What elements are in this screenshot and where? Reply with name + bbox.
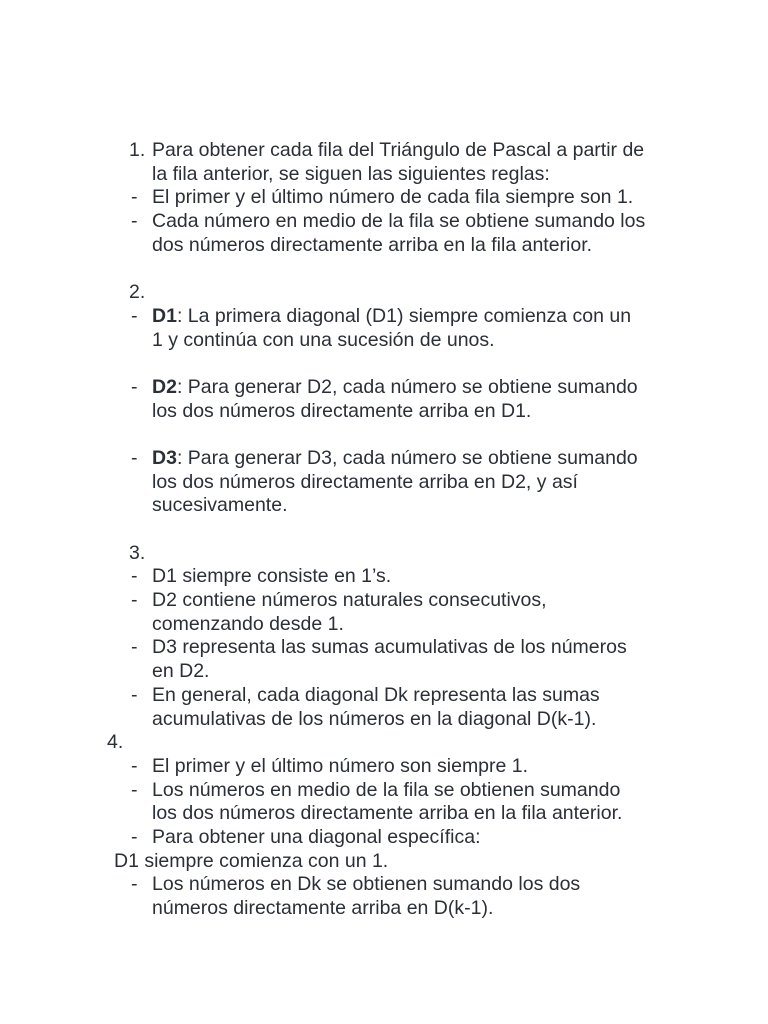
document-body xyxy=(0,139,768,921)
s2-line xyxy=(0,494,768,518)
bullet-dash: - xyxy=(131,186,138,209)
s3-line xyxy=(0,660,768,684)
s3-bullet-1: D1 siempre consiste en 1’s. xyxy=(152,565,392,588)
s4-bullet-4-2: números directamente arriba en D(k-1). xyxy=(152,897,494,919)
list-item xyxy=(0,826,768,850)
d3-text: : Para generar D3, cada número se obtiene sumando xyxy=(176,446,638,469)
s2-d2-line-2: los dos números directamente arriba en D1. xyxy=(152,399,532,422)
s3-bullet-4-1: En general, cada diagonal Dk representa las sumas xyxy=(152,683,600,706)
s2-number: 2. xyxy=(129,281,146,304)
list-item xyxy=(0,447,768,471)
bullet-dash: - xyxy=(131,375,138,398)
s3-line xyxy=(0,708,768,732)
spacer xyxy=(0,352,768,376)
s3-bullet-4-2: acumulativas de los números en la diagonal D(k-1). xyxy=(152,707,597,730)
s3-line xyxy=(0,613,768,637)
spacer xyxy=(0,518,768,542)
list-item xyxy=(0,186,768,210)
list-item xyxy=(0,376,768,400)
s4-line xyxy=(0,850,768,874)
s4-bullet-3: Para obtener una diagonal específica: xyxy=(152,825,481,848)
list-item xyxy=(0,755,768,779)
bullet-dash: - xyxy=(131,754,138,777)
s2-line xyxy=(0,471,768,495)
d1-text: : La primera diagonal (D1) siempre comienza con un xyxy=(176,304,632,327)
s1-intro-1: Para obtener cada fila del Triángulo de Pascal a partir de xyxy=(152,139,645,161)
s3-bullet-2-2: comenzando desde 1. xyxy=(152,612,344,635)
d2-text: : Para generar D2, cada número se obtiene sumando xyxy=(176,375,638,398)
s4-line xyxy=(0,731,768,755)
s2-line xyxy=(0,400,768,424)
s1-number: 1. xyxy=(129,139,146,161)
spacer xyxy=(0,423,768,447)
list-item xyxy=(0,210,768,234)
s2-d1-line-1 xyxy=(152,305,631,329)
s2-d1-line-2: 1 y continúa con una sucesión de unos. xyxy=(152,328,495,351)
s4-number: 4. xyxy=(107,731,124,754)
s1-bullet-1: El primer y el último número de cada fila siempre son 1. xyxy=(152,186,634,209)
bullet-dash: - xyxy=(131,589,138,612)
bullet-dash: - xyxy=(131,565,138,588)
s2-d3-line-2: los dos números directamente arriba en D2, y así xyxy=(152,470,578,493)
s4-bullet-1: El primer y el último número son siempre 1. xyxy=(152,754,529,777)
s1-line xyxy=(0,139,768,163)
bullet-dash: - xyxy=(131,778,138,801)
s1-line xyxy=(0,163,768,187)
s3-bullet-3-2: en D2. xyxy=(152,660,210,683)
spacer xyxy=(0,257,768,281)
s2-d3-line-3: sucesivamente. xyxy=(152,494,288,517)
s4-bullet-2-1: Los números en medio de la fila se obtienen sumando xyxy=(152,778,621,801)
s3-bullet-2-1: D2 contiene números naturales consecutivos, xyxy=(152,589,547,612)
s4-line xyxy=(0,802,768,826)
d3-label: D3 xyxy=(152,446,177,469)
bullet-dash: - xyxy=(131,636,138,659)
s4-bullet-4-1: Los números en Dk se obtienen sumando los dos xyxy=(152,873,581,896)
s4-line xyxy=(0,897,768,921)
list-item xyxy=(0,589,768,613)
d1-label: D1 xyxy=(152,304,177,327)
s1-bullet-2-1: Cada número en medio de la fila se obtiene sumando los xyxy=(152,210,646,233)
s3-line xyxy=(0,542,768,566)
s2-line xyxy=(0,281,768,305)
bullet-dash: - xyxy=(131,873,138,896)
s2-d3-line-1 xyxy=(152,447,638,471)
bullet-dash: - xyxy=(131,825,138,848)
s3-bullet-3-1: D3 representa las sumas acumulativas de los números xyxy=(152,636,627,659)
s3-number: 3. xyxy=(129,541,146,564)
s1-line xyxy=(0,234,768,258)
list-item xyxy=(0,684,768,708)
bullet-dash: - xyxy=(131,304,138,327)
s4-bullet-2-2: los dos números directamente arriba en la fila anterior. xyxy=(152,802,623,825)
list-item xyxy=(0,305,768,329)
s1-bullet-2-2: dos números directamente arriba en la fila anterior. xyxy=(152,233,593,256)
s4-plain-line: D1 siempre comienza con un 1. xyxy=(114,849,389,872)
s2-d2-line-1 xyxy=(152,376,638,400)
list-item xyxy=(0,636,768,660)
bullet-dash: - xyxy=(131,210,138,233)
bullet-dash: - xyxy=(131,446,138,469)
bullet-dash: - xyxy=(131,683,138,706)
s1-intro-2: la fila anterior, se siguen las siguientes reglas: xyxy=(152,162,550,185)
list-item xyxy=(0,873,768,897)
d2-label: D2 xyxy=(152,375,177,398)
list-item xyxy=(0,565,768,589)
list-item xyxy=(0,779,768,803)
s2-line xyxy=(0,329,768,353)
